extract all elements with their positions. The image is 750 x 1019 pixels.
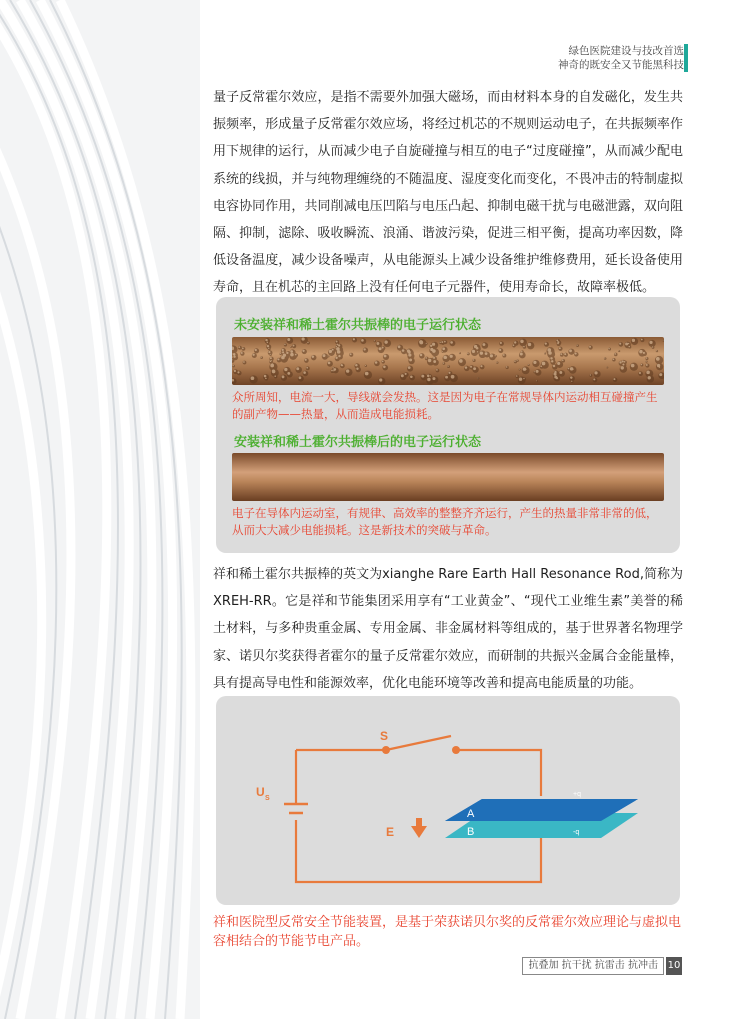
before-title: 未安装祥和稀土霍尔共振棒的电子运行状态	[234, 318, 482, 333]
product-paragraph: 祥和稀土霍尔共振棒的英文为xianghe Rare Earth Hall Resonance Rod,简称为XREH-RR。它是祥和节能集团采用享有“工业黄金”、“现代工业维生素”美誉的稀土材料，与多种贵重金属、专用金属、非金属材料等组成的，基于世界著名物理学家、诺贝尔奖获得者霍尔的量子反常霍尔效应，而研制的共振兴金属合金能量棒，具有提高导电性和能源效率，优化电能环境等改善和提高电能质量的功能。	[213, 567, 683, 691]
decorative-curves	[0, 0, 200, 1019]
charge-a-label: +q	[573, 791, 581, 798]
header-accent-bar	[684, 44, 688, 72]
plate-b-label: B	[467, 826, 475, 838]
page-number: 10	[666, 957, 682, 975]
header-line-2: 神奇的既安全又节能黑科技	[558, 59, 684, 71]
circuit-panel	[216, 696, 680, 905]
source-subscript: S	[265, 795, 270, 802]
product-caption: 祥和医院型反常安全节能装置，是基于荣获诺贝尔奖的反常霍尔效应理论与虚拟电容相结合的节能节电产品。	[213, 915, 682, 949]
header-line-1: 绿色医院建设与技改首选	[568, 45, 684, 57]
field-label: E	[386, 825, 395, 839]
footer-tagline: 抗叠加 抗干扰 抗雷击 抗冲击	[522, 957, 664, 975]
intro-paragraph: 量子反常霍尔效应，是指不需要外加强大磁场，而由材料本身的自发磁化，发生共振频率，形成量子反常霍尔效应场，将经过机芯的不规则运动电子，在共振频率作用下规律的运行，从而减少电子自旋碰撞与相互的电子“过度碰撞”，从而减少配电系统的线损，并与纯物理缠绕的不随温度、湿度变化而变化，不畏冲击的特制虚拟电容协同作用，共同削减电压凹陷与电压凸起、抑制电磁干扰与电磁泄露，双向阻隔、抑制，滤除、吸收瞬流、浪涌、谐波污染，促进三相平衡，提高功率因数，降低设备温度，减少设备噪声，从电能源头上减少设备维护维修费用，延长设备使用寿命，且在机芯的主回路上没有任何电子元器件，使用寿命长，故障率极低。	[213, 90, 683, 296]
page-header	[558, 44, 684, 72]
before-description: 众所周知，电流一大，导线就会发热。这是因为电子在常规导体内运动相互碰撞产生的副产物——热量，从而造成电能损耗。	[232, 390, 658, 421]
rod-image-ordered	[232, 453, 664, 501]
after-title: 安装祥和稀土霍尔共振棒后的电子运行状态	[234, 435, 482, 450]
comparison-panel	[216, 297, 680, 553]
field-arrow-icon	[411, 818, 427, 838]
switch-label: S	[380, 729, 389, 743]
charge-b-label: -q	[573, 829, 580, 836]
circuit-diagram	[216, 696, 680, 905]
rod-image-chaotic	[232, 337, 664, 385]
plate-a-label: A	[467, 808, 475, 820]
after-description: 电子在导体内运动室，有规律、高效率的整整齐齐运行，产生的热量非常非常的低，从而大大减少电能损耗。这是新技术的突破与革命。	[232, 506, 658, 537]
source-label: U	[256, 785, 265, 799]
